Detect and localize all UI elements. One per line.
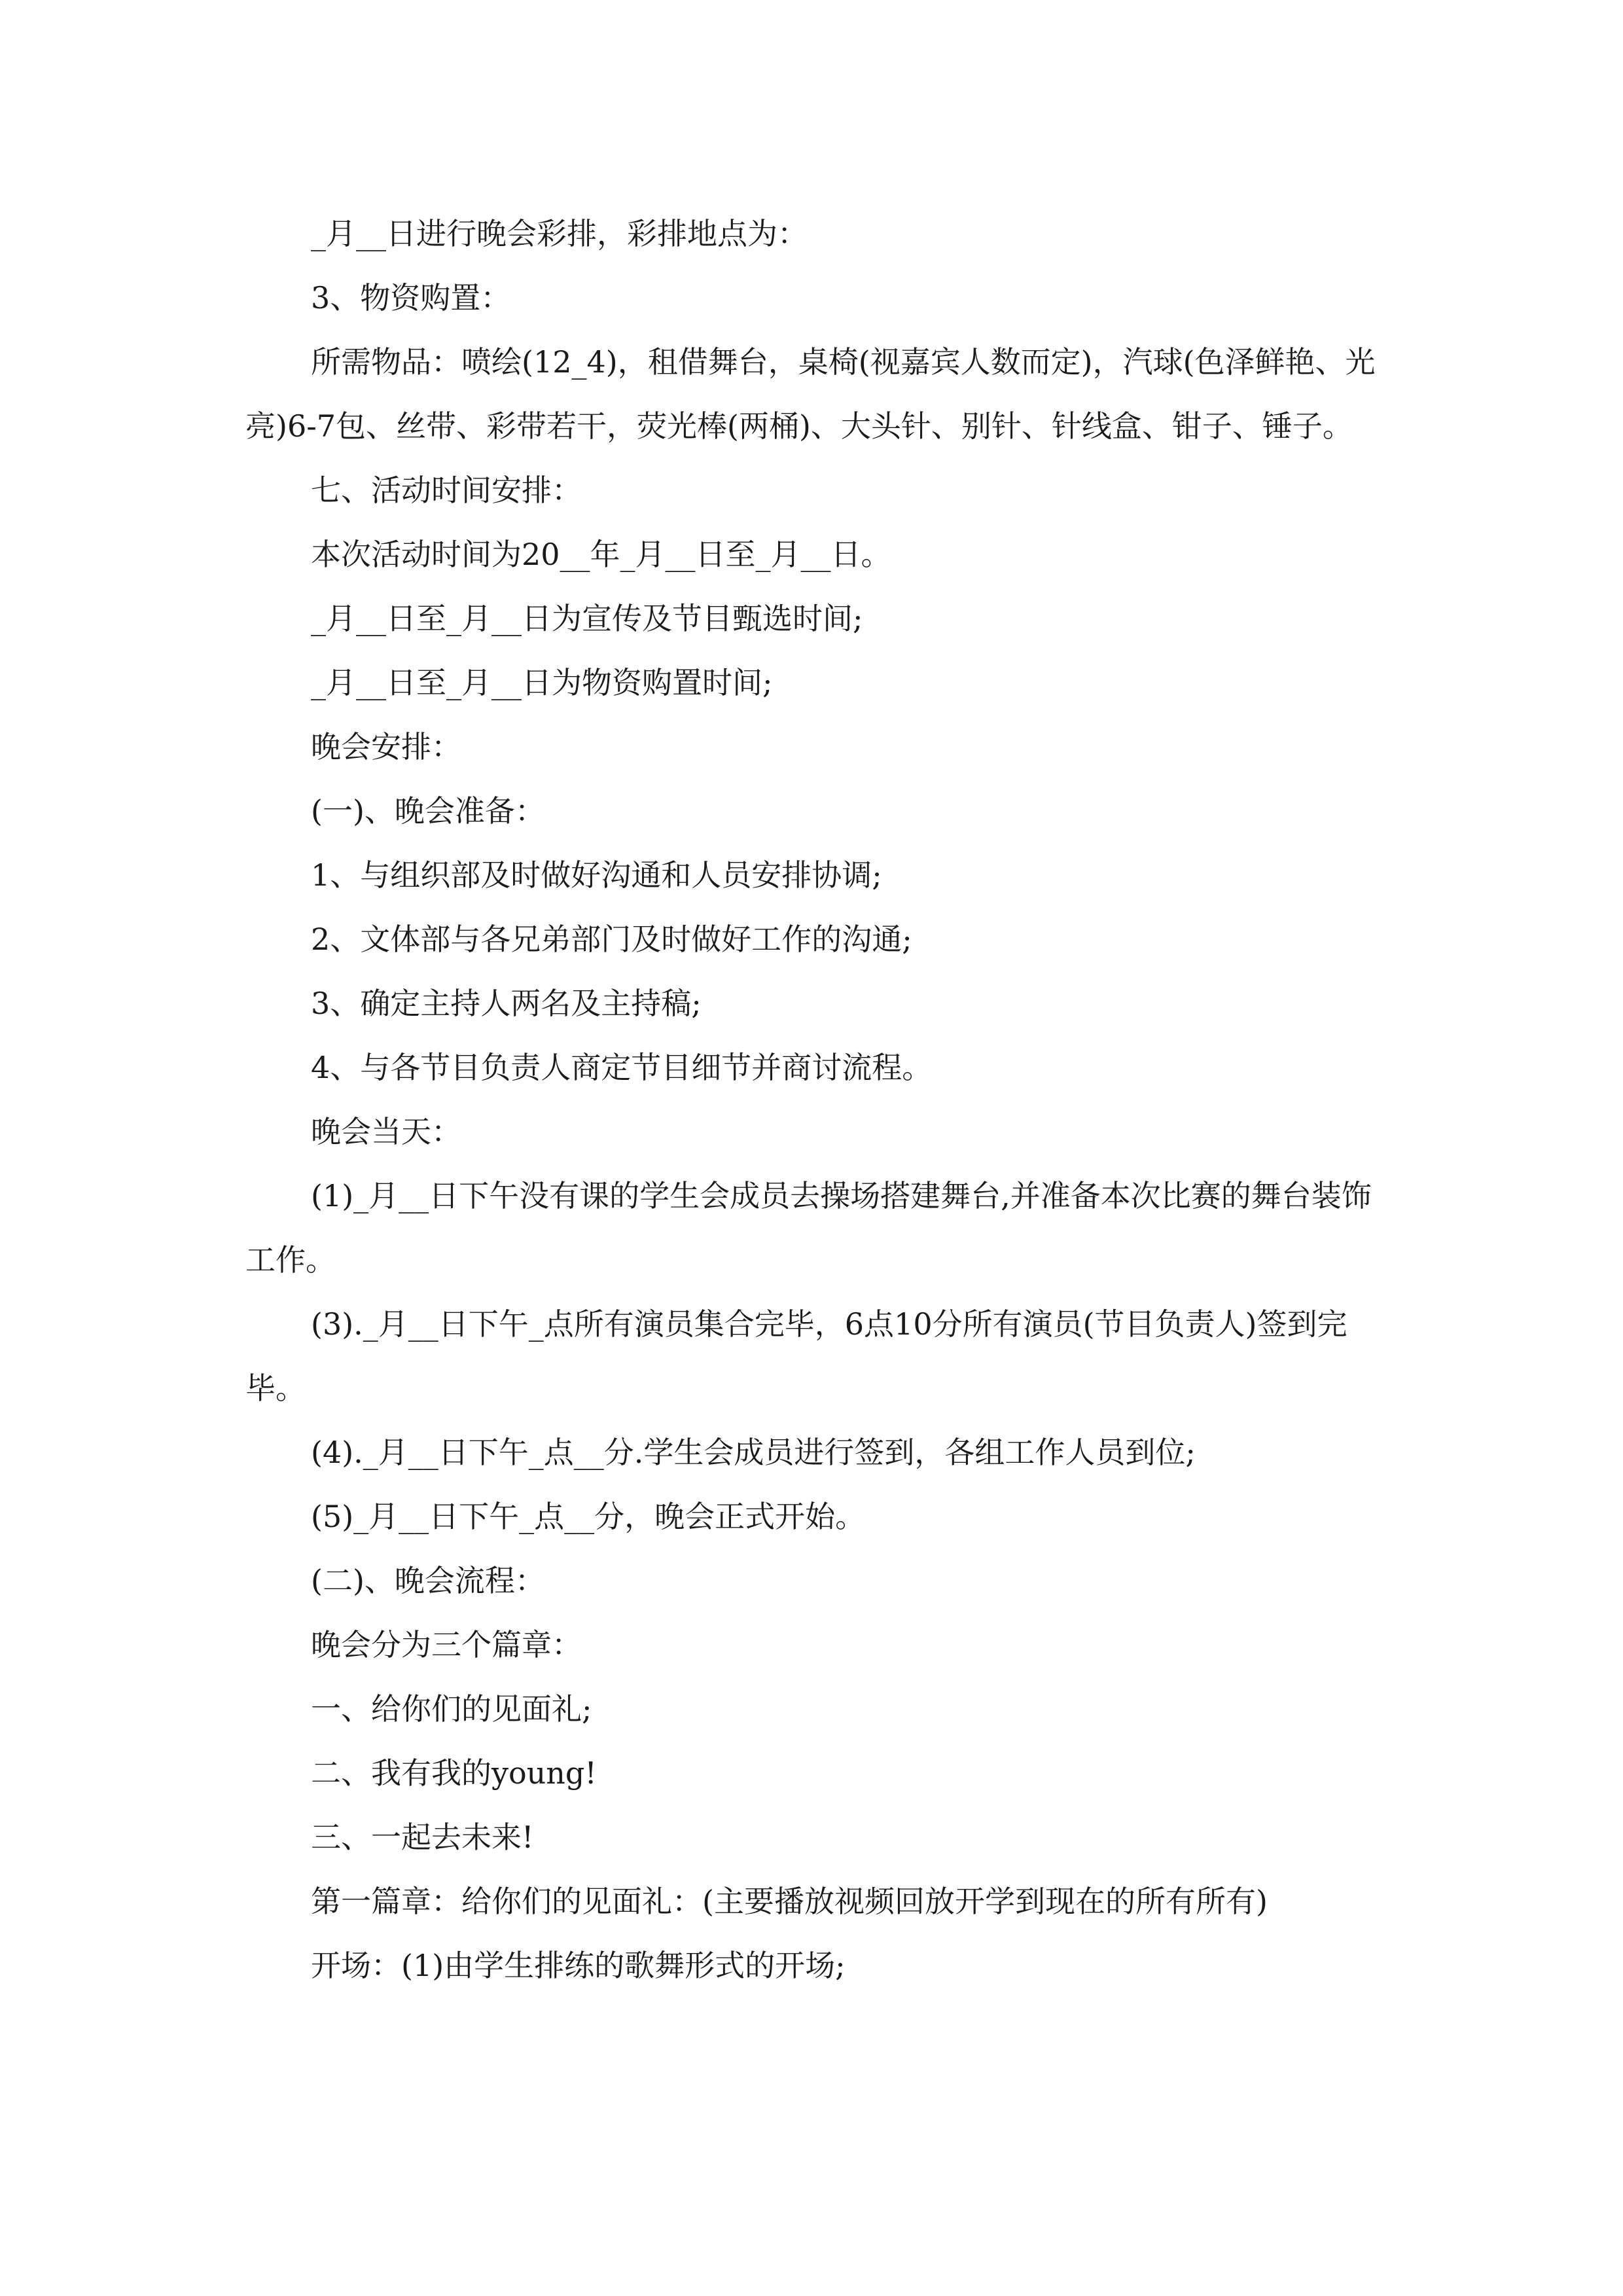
list-item-preparation-2: 2、文体部与各兄弟部门及时做好工作的沟通; [311, 922, 912, 957]
paragraph-purchase-period: _月__日至_月__日为物资购置时间; [311, 665, 773, 700]
list-item-chapter-3: 三、一起去未来! [311, 1820, 534, 1855]
list-item-party-day-4: (4)._月__日下午_点__分.学生会成员进行签到，各组工作人员到位; [311, 1435, 1196, 1470]
paragraph-first-chapter: 第一篇章：给你们的见面礼：(主要播放视频回放开学到现在的所有所有) [311, 1884, 1268, 1919]
list-item-chapter-1: 一、给你们的见面礼; [311, 1691, 592, 1727]
heading-party-preparation: (一)、晚会准备： [311, 793, 545, 829]
heading-party-day: 晚会当天： [311, 1114, 461, 1149]
list-item-party-day-5: (5)_月__日下午_点__分，晚会正式开始。 [311, 1499, 866, 1534]
paragraph-rehearsal-date: _月__日进行晚会彩排，彩排地点为： [311, 216, 808, 251]
paragraph-opening: 开场：(1)由学生排练的歌舞形式的开场; [311, 1948, 846, 1983]
list-item-party-day-3: (3)._月__日下午_点所有演员集合完毕，6点10分所有演员(节目负责人)签到完毕。 [245, 1306, 1347, 1406]
paragraph-promotion-period: _月__日至_月__日为宣传及节目甄选时间; [311, 601, 863, 636]
paragraph-required-items: 所需物品：喷绘(12_4)，租借舞台，桌椅(视嘉宾人数而定)，汽球(色泽鲜艳、光亮)6-7包、丝带、彩带若干，荧光棒(两桶)、大头针、别针、针线盒、钳子、锤子。 [245, 344, 1376, 444]
paragraph-activity-period: 本次活动时间为20__年_月__日至_月__日。 [311, 537, 891, 572]
list-item-preparation-1: 1、与组织部及时做好沟通和人员安排协调; [311, 857, 882, 893]
list-item-party-day-1: (1)_月__日下午没有课的学生会成员去操场搭建舞台,并准备本次比赛的舞台装饰工作。 [245, 1178, 1372, 1278]
heading-materials-purchase: 3、物资购置： [311, 280, 511, 315]
paragraph-three-chapters: 晚会分为三个篇章： [311, 1627, 582, 1662]
document-body [245, 202, 1378, 1998]
list-item-preparation-4: 4、与各节目负责人商定节目细节并商讨流程。 [311, 1050, 933, 1085]
list-item-preparation-3: 3、确定主持人两名及主持稿; [311, 986, 702, 1021]
heading-party-flow: (二)、晚会流程： [311, 1563, 545, 1598]
list-item-chapter-2: 二、我有我的young! [311, 1755, 597, 1791]
heading-activity-schedule: 七、活动时间安排： [311, 473, 582, 508]
heading-party-arrangement: 晚会安排： [311, 729, 461, 764]
